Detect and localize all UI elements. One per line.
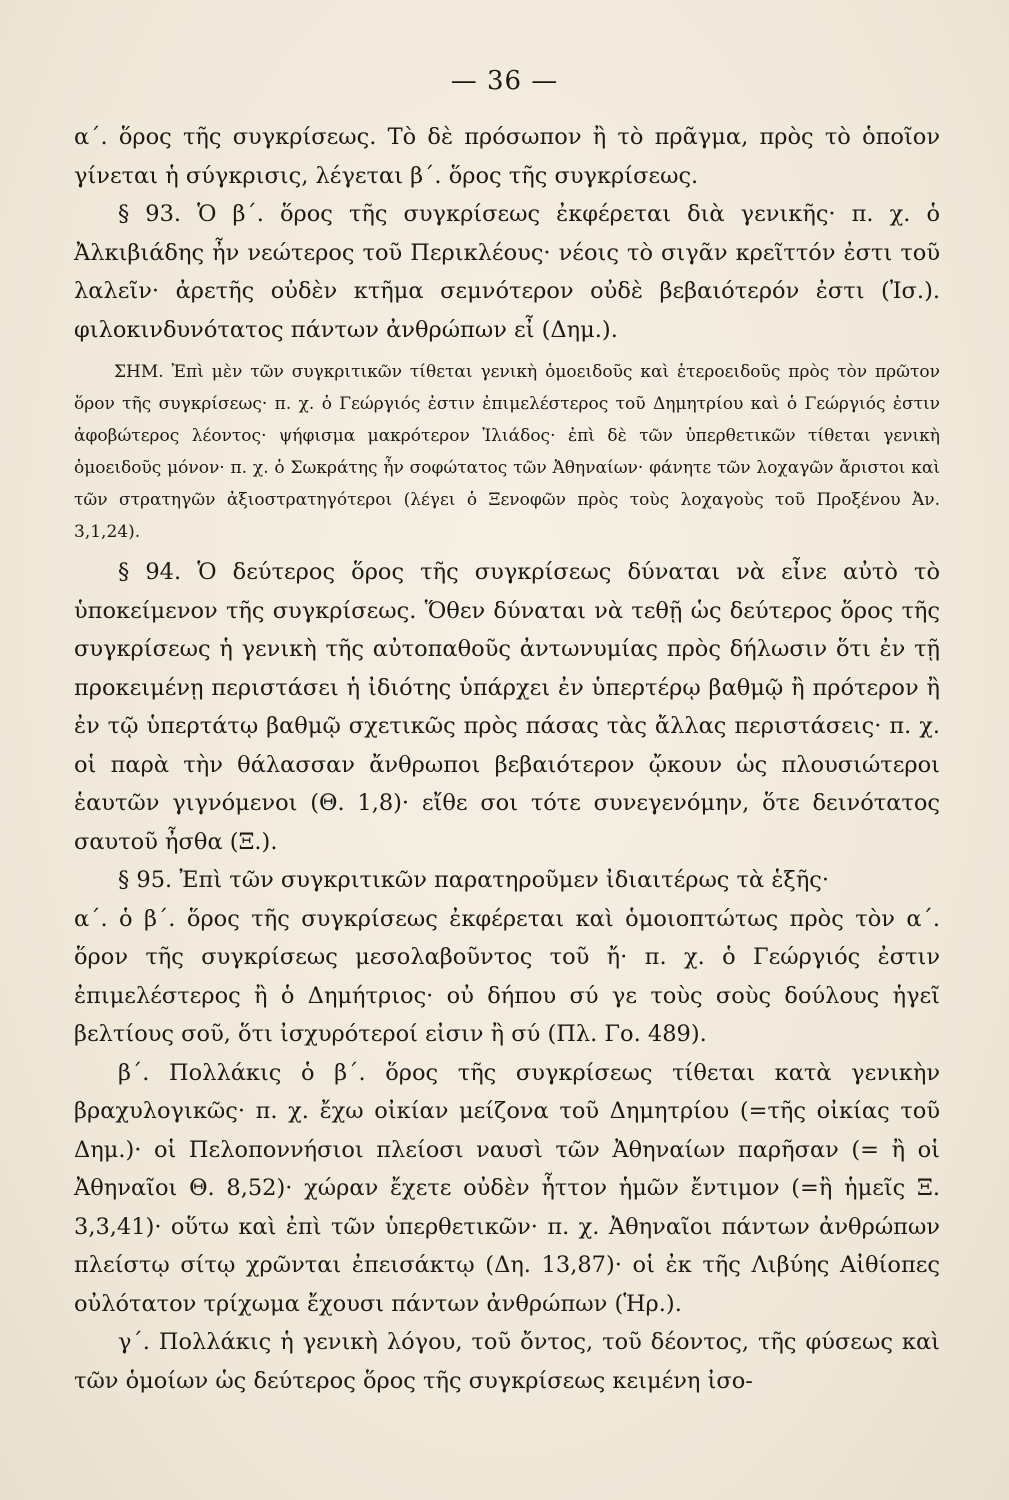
note-paragraph: ΣΗΜ. Ἐπὶ μὲν τῶν συγκριτικῶν τίθεται γενικὴ ὁμοειδοῦς καὶ ἑτεροειδοῦς πρὸς τὸν πρῶτον ὅρον τῆς συγκρίσεως· π. χ. ὁ Γεώργιός ἐστιν ἐπιμελέστερος τοῦ Δημητρίου καὶ ὁ Γεώργιός ἐστιν ἀφοβώτερος λέοντος· ψήφισμα μακρότερον Ἰλιάδος· ἐπὶ δὲ τῶν ὑπερθετικῶν τίθεται γενικὴ ὁμοειδοῦς μόνον· π. χ. ὁ Σωκράτης ἦν σοφώτατος τῶν Ἀθηναίων· φάνητε τῶν λοχαγῶν ἄριστοι καὶ τῶν στρατηγῶν ἀξιοστρατηγότεροι (λέγει ὁ Ξενοφῶν πρὸς τοὺς λοχαγοὺς τοῦ Προξένου Ἀν. 3,1,24). — [74, 362, 940, 542]
paragraph-continuation: α΄. ὅρος τῆς συγκρίσεως. Τὸ δὲ πρόσωπον ἢ τὸ πρᾶγμα, πρὸς τὸ ὁποῖον γίνεται ἡ σύγκρισις, λέγεται β΄. ὅρος τῆς συγκρίσεως. — [74, 124, 940, 189]
page-text — [74, 118, 940, 1400]
page-number: — 36 — — [450, 66, 559, 96]
paragraph-point-a: α΄. ὁ β΄. ὅρος τῆς συγκρίσεως ἐκφέρεται καὶ ὁμοιοπτώτως πρὸς τὸν α΄. ὅρον τῆς συγκρίσεως μεσολαβοῦντος τοῦ ἤ· π. χ. ὁ Γεώργιός ἐστιν ἐπιμελέστερος ἢ ὁ Δημήτριος· οὐ δήπου σύ γε τοὺς σοὺς δούλους ἡγεῖ βελτίους σοῦ, ὅτι ἰσχυρότεροί εἰσιν ἢ σύ (Πλ. Γο. 489). — [74, 905, 940, 1047]
paragraph-section-94: § 94. Ὁ δεύτερος ὅρος τῆς συγκρίσεως δύναται νὰ εἶνε αὐτὸ τὸ ὑποκείμενον τῆς συγκρίσεως. Ὅθεν δύναται νὰ τεθῇ ὡς δεύτερος ὅρος τῆς συγκρίσεως ἡ γενικὴ τῆς αὐτοπαθοῦς ἀντωνυμίας πρὸς δήλωσιν ὅτι ἐν τῇ προκειμένῃ περιστάσει ἡ ἰδιότης ὑπάρχει ἐν ὑπερτέρῳ βαθμῷ ἢ πρότερον ἢ ἐν τῷ ὑπερτάτῳ βαθμῷ σχετικῶς πρὸς πάσας τὰς ἄλλας περιστάσεις· π. χ. οἱ παρὰ τὴν θάλασσαν ἄνθρωποι βεβαιότερον ᾤκουν ὡς πλουσιώτεροι ἑαυτῶν γιγνόμενοι (Θ. 1,8)· εἴθε σοι τότε συνεγενόμην, ὅτε δεινότατος σαυτοῦ ἦσθα (Ξ.). — [74, 559, 940, 855]
paragraph-point-b: β΄. Πολλάκις ὁ β΄. ὅρος τῆς συγκρίσεως τίθεται κατὰ γενικὴν βραχυλογικῶς· π. χ. ἔχω οἰκίαν μείζονα τοῦ Δημητρίου (=τῆς οἰκίας τοῦ Δημ.)· οἱ Πελοποννήσιοι πλείοσι ναυσὶ τῶν Ἀθηναίων παρῆσαν (= ἢ οἱ Ἀθηναῖοι Θ. 8,52)· χώραν ἔχετε οὐδὲν ἧττον ἡμῶν ἔντιμον (=ἢ ἡμεῖς Ξ. 3,3,41)· οὕτω καὶ ἐπὶ τῶν ὑπερθετικῶν· π. χ. Ἀθηναῖοι πάντων ἀνθρώπων πλείστῳ σίτῳ χρῶνται ἐπεισάκτῳ (Δη. 13,87)· οἱ ἐκ τῆς Λιβύης Αἰθίοπες οὐλότατον τρίχωμα ἔχουσι πάντων ἀνθρώπων (Ἡρ.). — [74, 1059, 940, 1317]
paragraph-section-93: § 93. Ὁ β΄. ὅρος τῆς συγκρίσεως ἐκφέρεται διὰ γενικῆς· π. χ. ὁ Ἀλκιβιάδης ἦν νεώτερος τοῦ Περικλέους· νέοις τὸ σιγᾶν κρεῖττόν ἐστι τοῦ λαλεῖν· ἀρετῆς οὐδὲν κτῆμα σεμνότερον οὐδὲ βεβαιότερόν ἐστι (Ἰσ.). φιλοκινδυνότατος πάντων ἀνθρώπων εἶ (Δημ.). — [74, 201, 940, 343]
paragraph-section-95: § 95. Ἐπὶ τῶν συγκριτικῶν παρατηροῦμεν ἰδιαιτέρως τὰ ἑξῆς· — [118, 867, 830, 893]
paragraph-point-c: γ΄. Πολλάκις ἡ γενικὴ λόγου, τοῦ ὄντος, τοῦ δέοντος, τῆς φύσεως καὶ τῶν ὁμοίων ὡς δεύτερος ὅρος τῆς συγκρίσεως κειμένη ἰσο- — [74, 1329, 940, 1394]
